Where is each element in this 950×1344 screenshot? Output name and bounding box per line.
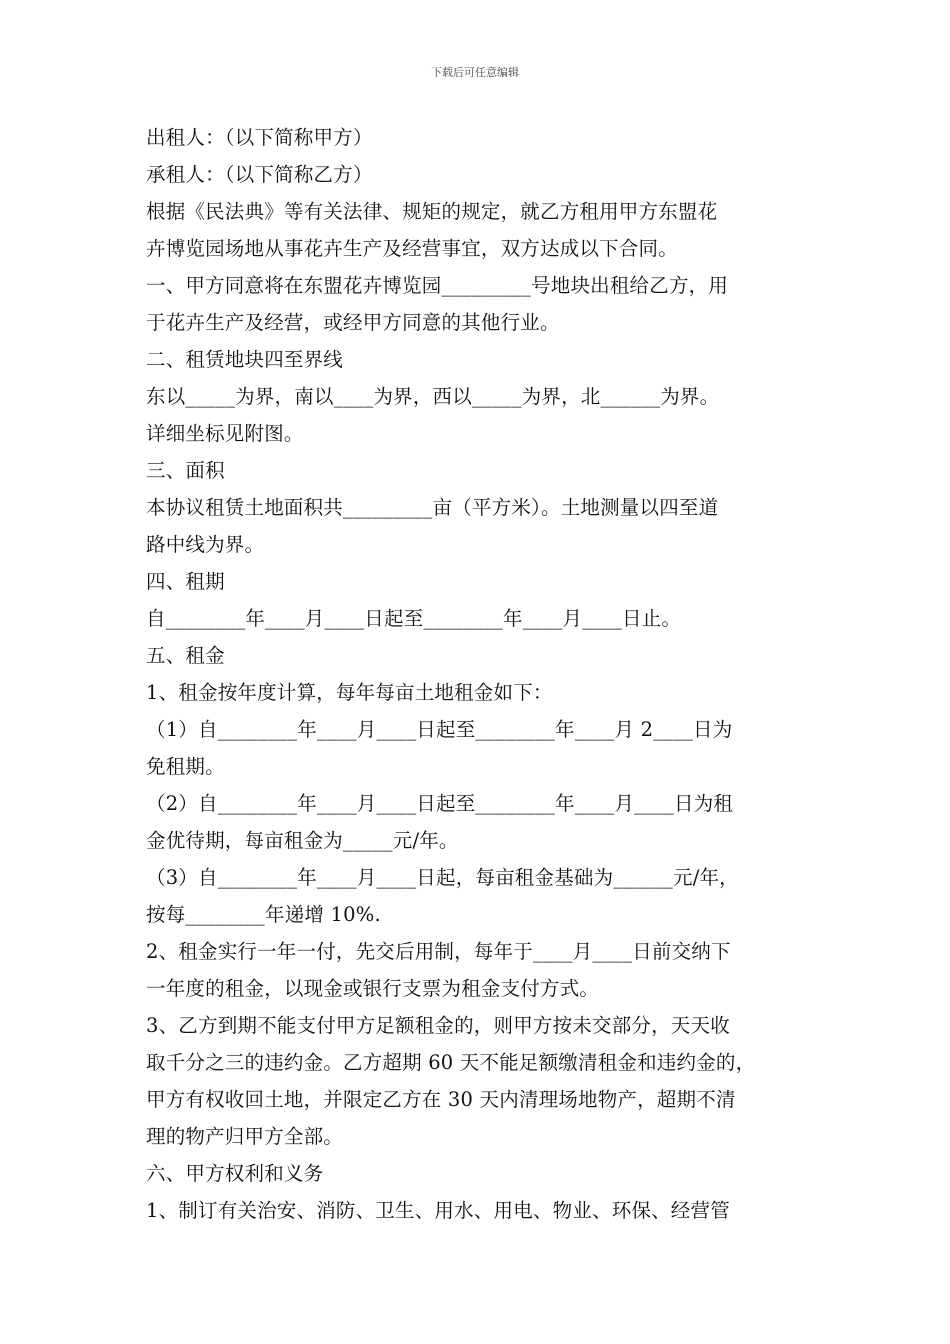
text-line: 1、租金按年度计算，每年每亩土地租金如下： [146,681,553,704]
text-line: 一、甲方同意将在东盟花卉博览园_________号地块出租给乙方，用 [146,274,729,297]
text-line: 取千分之三的违约金。乙方超期 60 天不能足额缴清租金和违约金的， [146,1051,756,1074]
page-header-note: 下载后可任意编辑 [431,66,519,79]
text-line: 卉博览园场地从事花卉生产及经营事宜，双方达成以下合同。 [146,237,678,260]
text-line: 2、租金实行一年一付，先交后用制，每年于____月____日前交纳下 [146,940,731,963]
text-line: 根据《民法典》等有关法律、规矩的规定，就乙方租用甲方东盟花 [146,200,718,223]
text-line: 金优待期，每亩租金为_____元/年。 [146,829,459,852]
section-heading: 三、面积 [146,459,225,482]
text-line: 于花卉生产及经营，或经甲方同意的其他行业。 [146,311,560,334]
section-heading: 四、租期 [146,570,225,593]
text-line: （3）自________年____月____日起，每亩租金基础为______元/年， [146,866,739,889]
section-heading: 六、甲方权利和义务 [146,1162,324,1185]
text-line: 承租人：（以下简称乙方） [146,163,373,186]
text-line: （2）自________年____月____日起至________年____月____日为租 [146,792,734,815]
text-line: 一年度的租金，以现金或银行支票为租金支付方式。 [146,977,600,1000]
text-line: 本协议租赁土地面积共_________亩（平方米）。土地测量以四至道 [146,496,719,519]
text-line: 甲方有权收回土地，并限定乙方在 30 天内清理场地物产，超期不清 [146,1088,736,1111]
text-line: 详细坐标见附图。 [146,422,304,445]
text-line: 1、制订有关治安、消防、卫生、用水、用电、物业、环保、经营管 [146,1199,730,1222]
contract-body [146,119,812,1229]
text-line: 自________年____月____日起至________年____月____日止。 [146,607,682,630]
section-heading: 五、租金 [146,644,225,667]
text-line: 按每________年递增 10%. [146,903,381,926]
text-line: 免租期。 [146,755,225,778]
text-line: 理的物产归甲方全部。 [146,1125,344,1148]
section-heading: 二、租赁地块四至界线 [146,348,344,371]
text-line: （1）自________年____月____日起至________年____月 2____日为 [146,718,733,741]
text-line: 东以_____为界，南以____为界，西以_____为界，北______为界。 [146,385,720,408]
text-line: 路中线为界。 [146,533,265,556]
text-line: 3、乙方到期不能支付甲方足额租金的，则甲方按未交部分，天天收 [146,1014,730,1037]
text-line: 出租人：（以下简称甲方） [146,126,373,149]
